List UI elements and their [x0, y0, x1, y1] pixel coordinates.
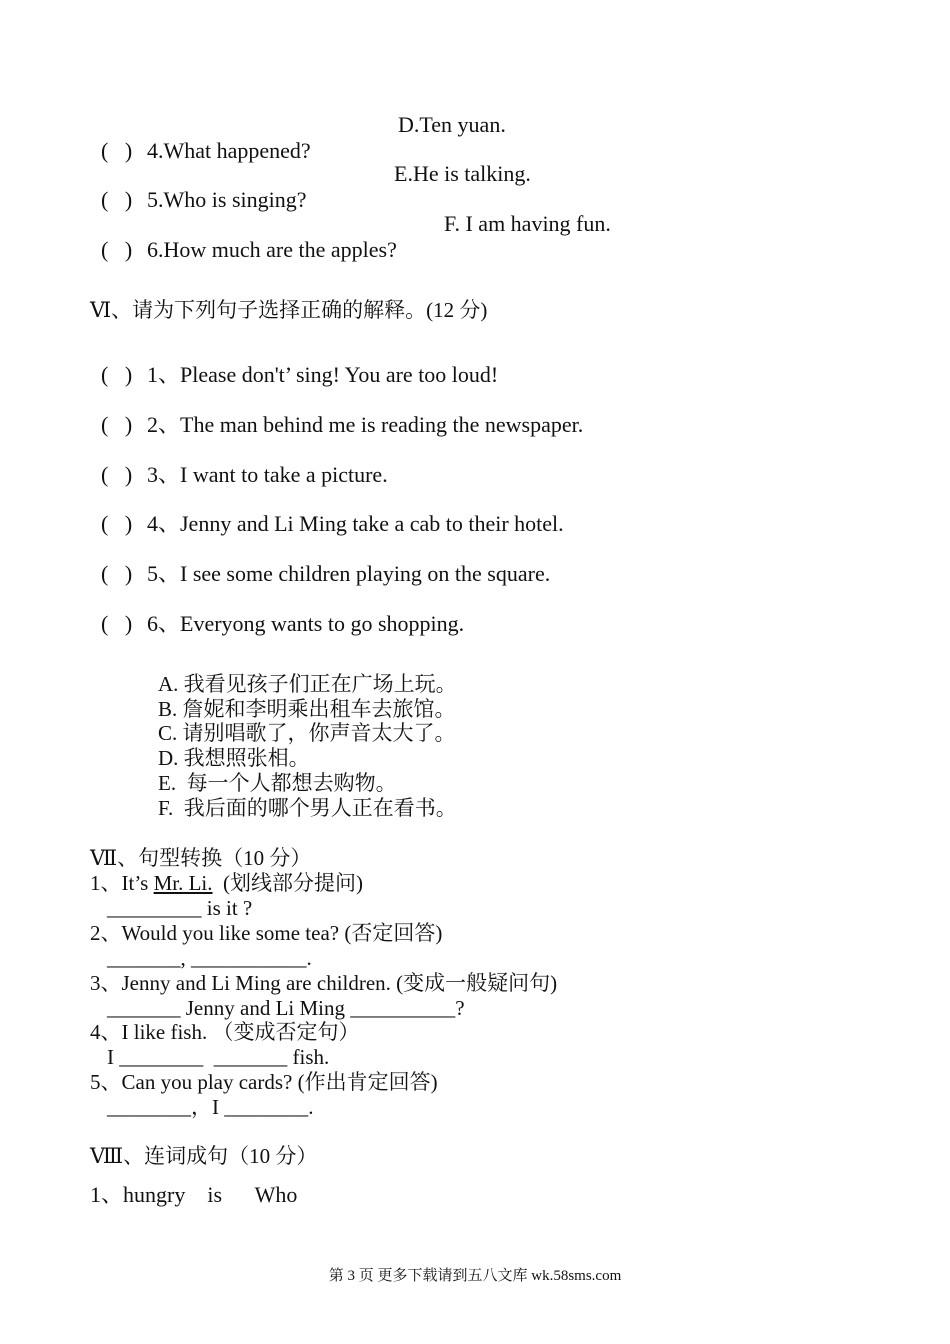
- answer-paren[interactable]: ( ): [101, 138, 133, 163]
- q1-prefix: 1、It’s: [90, 871, 154, 895]
- matching-row-5: [90, 161, 307, 213]
- section8-q1: 1、hungry is Who: [90, 1182, 298, 1207]
- section7-a1[interactable]: _________ is it ?: [107, 896, 253, 920]
- section6-item-text: 2、The man behind me is reading the newspaper.: [147, 412, 584, 437]
- answer-paren[interactable]: ( ): [101, 412, 133, 437]
- section7-title: Ⅶ、句型转换（10 分）: [90, 846, 312, 870]
- section7-q5: 5、Can you play cards? (作出肯定回答): [90, 1070, 438, 1094]
- matching-answer-d: D.Ten yuan.: [398, 112, 506, 137]
- matching-question: 5.Who is singing?: [147, 187, 307, 212]
- section7-q3: 3、Jenny and Li Ming are children. (变成一般疑问句): [90, 971, 558, 995]
- section7-q2: 2、Would you like some tea? (否定回答): [90, 921, 443, 945]
- section6-item: [90, 535, 550, 587]
- section6-item: [90, 585, 464, 637]
- section7-a5[interactable]: ________，I ________.: [107, 1095, 314, 1119]
- answer-paren[interactable]: ( ): [101, 237, 133, 262]
- section6-item-text: 6、Everyong wants to go shopping.: [147, 611, 465, 636]
- matching-row-4: [90, 112, 311, 164]
- q1-underlined: Mr. Li.: [153, 871, 213, 895]
- answer-paren[interactable]: ( ): [101, 561, 133, 586]
- matching-answer-e: E.He is talking.: [394, 161, 531, 186]
- option-a: A. 我看见孩子们正在广场上玩。: [158, 672, 457, 696]
- section6-item-text: 4、Jenny and Li Ming take a cab to their hotel.: [147, 511, 564, 536]
- option-f: F. 我后面的哪个男人正在看书。: [158, 796, 457, 820]
- matching-answer-f: F. I am having fun.: [444, 211, 611, 236]
- section6-item: [90, 485, 564, 537]
- option-e: E. 每一个人都想去购物。: [158, 771, 397, 795]
- section6-item-text: 3、I want to take a picture.: [147, 462, 388, 487]
- option-d: D. 我想照张相。: [158, 746, 310, 770]
- section7-q4: 4、I like fish. （变成否定句）: [90, 1020, 360, 1044]
- section7-a4[interactable]: I ________ _______ fish.: [107, 1045, 330, 1069]
- section7-q1: [90, 871, 363, 896]
- matching-question: 4.What happened?: [147, 138, 311, 163]
- section6-item-text: 1、Please don't’ sing! You are too loud!: [147, 362, 499, 387]
- q1-suffix: (划线部分提问): [212, 871, 364, 895]
- answer-paren[interactable]: ( ): [101, 462, 133, 487]
- option-c: C. 请别唱歌了，你声音太大了。: [158, 721, 456, 745]
- answer-paren[interactable]: ( ): [101, 611, 133, 636]
- section6-item: [90, 336, 498, 388]
- section6-item: [90, 436, 388, 488]
- matching-row-6: [90, 211, 397, 263]
- section8-title: Ⅷ、连词成句（10 分）: [90, 1144, 318, 1168]
- section6-title: Ⅵ、请为下列句子选择正确的解释。(12 分): [90, 298, 488, 322]
- section6-item: [90, 386, 583, 438]
- answer-paren[interactable]: ( ): [101, 511, 133, 536]
- section7-a3[interactable]: _______ Jenny and Li Ming __________?: [107, 996, 465, 1020]
- matching-question: 6.How much are the apples?: [147, 237, 397, 262]
- answer-paren[interactable]: ( ): [101, 362, 133, 387]
- option-b: B. 詹妮和李明乘出租车去旅馆。: [158, 697, 456, 721]
- section6-item-text: 5、I see some children playing on the square.: [147, 561, 551, 586]
- page-footer: 第 3 页 更多下载请到五八文库 wk.58sms.com: [328, 1268, 622, 1284]
- section7-a2[interactable]: _______, ___________.: [107, 946, 312, 970]
- answer-paren[interactable]: ( ): [101, 187, 133, 212]
